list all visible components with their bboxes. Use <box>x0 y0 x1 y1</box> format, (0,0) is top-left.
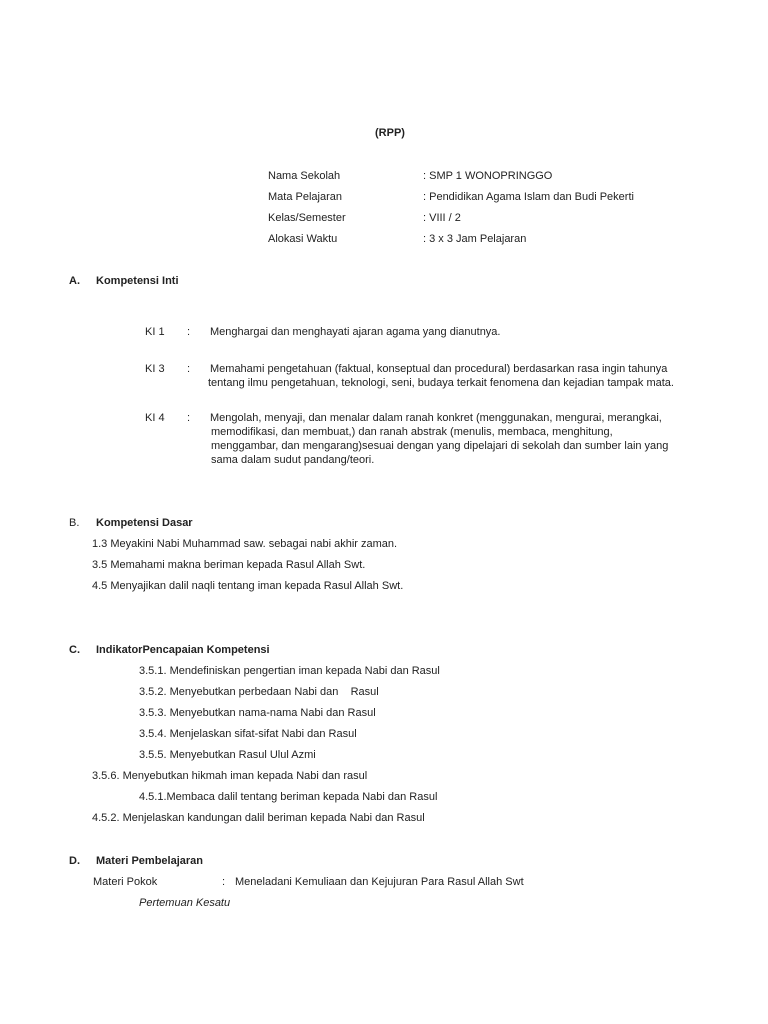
ki-code: KI 3 <box>145 363 165 375</box>
identity-label: Nama Sekolah <box>268 170 341 182</box>
indikator-item: 3.5.1. Mendefiniskan pengertian iman kepada Nabi dan Rasul <box>139 665 440 677</box>
identity-label: Kelas/Semester <box>268 212 346 224</box>
ki-text: tentang ilmu pengetahuan, teknologi, seni, budaya terkait fenomena dan kejadian tampak mata. <box>208 377 674 389</box>
section-heading: IndikatorPencapaian Kompetensi <box>96 644 270 656</box>
materi-pokok-value: Meneladani Kemuliaan dan Kejujuran Para Rasul Allah Swt <box>235 876 524 888</box>
kd-item: 3.5 Memahami makna beriman kepada Rasul Allah Swt. <box>92 559 366 571</box>
section-letter: C. <box>69 644 80 656</box>
ki-text: sama dalam sudut pandang/teori. <box>211 454 375 466</box>
ki-colon: : <box>187 412 191 424</box>
indikator-item: 4.5.1.Membaca dalil tentang beriman kepada Nabi dan Rasul <box>139 791 438 803</box>
indikator-item: 3.5.2. Menyebutkan perbedaan Nabi dan Rasul <box>139 686 379 698</box>
kd-item: 4.5 Menyajikan dalil naqli tentang iman kepada Rasul Allah Swt. <box>92 580 404 592</box>
document-title: (RPP) <box>375 127 405 139</box>
ki-text: Menghargai dan menghayati ajaran agama yang dianutnya. <box>210 326 501 338</box>
kd-item: 1.3 Meyakini Nabi Muhammad saw. sebagai nabi akhir zaman. <box>92 538 398 550</box>
identity-value: : VIII / 2 <box>423 212 461 224</box>
ki-code: KI 4 <box>145 412 165 424</box>
section-letter: B. <box>69 517 80 529</box>
section-heading: Materi Pembelajaran <box>96 855 203 867</box>
identity-label: Alokasi Waktu <box>268 233 338 245</box>
materi-pokok-colon: : <box>222 876 226 888</box>
identity-label: Mata Pelajaran <box>268 191 342 203</box>
indikator-item: 3.5.3. Menyebutkan nama-nama Nabi dan Rasul <box>139 707 376 719</box>
section-heading: Kompetensi Inti <box>96 275 179 287</box>
materi-pokok-label: Materi Pokok <box>93 876 158 888</box>
ki-text: Mengolah, menyaji, dan menalar dalam ranah konkret (menggunakan, mengurai, merangkai, <box>210 412 662 424</box>
meeting-label: Pertemuan Kesatu <box>139 897 231 909</box>
ki-code: KI 1 <box>145 326 165 338</box>
identity-value: : SMP 1 WONOPRINGGO <box>423 170 553 182</box>
ki-text: memodifikasi, dan membuat,) dan ranah abstrak (menulis, membaca, menghitung, <box>211 426 613 438</box>
indikator-item: 4.5.2. Menjelaskan kandungan dalil beriman kepada Nabi dan Rasul <box>92 812 425 824</box>
indikator-item: 3.5.6. Menyebutkan hikmah iman kepada Nabi dan rasul <box>92 770 368 782</box>
ki-colon: : <box>187 363 191 375</box>
ki-text: Memahami pengetahuan (faktual, konseptual dan procedural) berdasarkan rasa ingin tahunya <box>210 363 668 375</box>
identity-value: : Pendidikan Agama Islam dan Budi Pekerti <box>423 191 634 203</box>
section-letter: D. <box>69 855 80 867</box>
indikator-item: 3.5.4. Menjelaskan sifat-sifat Nabi dan Rasul <box>139 728 357 740</box>
identity-value: : 3 x 3 Jam Pelajaran <box>423 233 527 245</box>
section-letter: A. <box>69 275 80 287</box>
ki-colon: : <box>187 326 191 338</box>
ki-text: menggambar, dan mengarang)sesuai dengan yang dipelajari di sekolah dan sumber lain yang <box>211 440 669 452</box>
section-heading: Kompetensi Dasar <box>96 517 193 529</box>
indikator-item: 3.5.5. Menyebutkan Rasul Ulul Azmi <box>139 749 316 761</box>
